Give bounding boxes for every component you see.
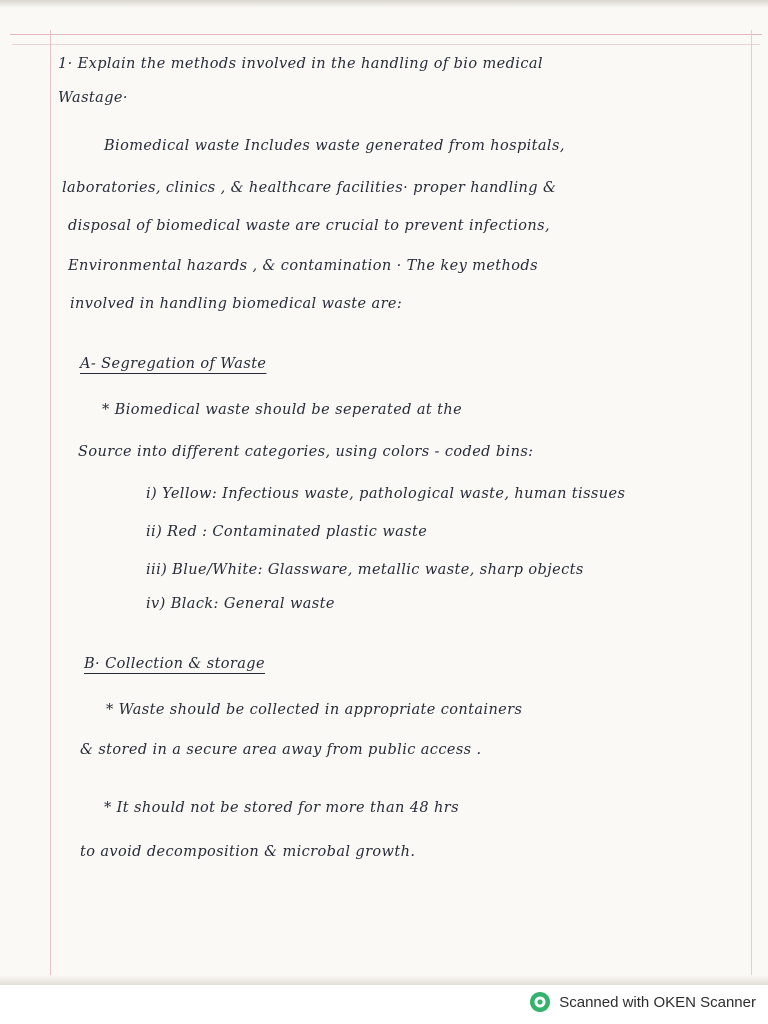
section-b-point1-line-2: & stored in a secure area away from public access . (80, 742, 482, 758)
question-line-2: Wastage· (58, 90, 128, 106)
section-a-point-line-2: Source into different categories, using colors - coded bins: (78, 444, 534, 460)
scan-edge-bottom (0, 975, 768, 985)
scan-edge-top (0, 0, 768, 8)
intro-line-3: disposal of biomedical waste are crucial to prevent infections, (68, 218, 550, 234)
section-b-point2-line-1: * It should not be stored for more than 48 hrs (104, 800, 459, 816)
intro-line-4: Environmental hazards , & contamination · The key methods (68, 258, 538, 274)
intro-line-1: Biomedical waste Includes waste generated from hospitals, (104, 138, 565, 154)
bin-black: iv) Black: General waste (146, 596, 335, 612)
scanner-watermark-text: Scanned with OKEN Scanner (559, 993, 756, 1011)
section-b-point2-line-2: to avoid decomposition & microbal growth. (80, 844, 416, 860)
oken-scanner-logo-icon (529, 991, 551, 1013)
bin-yellow: i) Yellow: Infectious waste, pathological waste, human tissues (146, 486, 626, 502)
page-left-margin-rule (50, 30, 51, 985)
intro-line-2: laboratories, clinics , & healthcare facilities· proper handling & (62, 180, 557, 196)
intro-line-5: involved in handling biomedical waste are: (70, 296, 403, 312)
page-right-margin-rule (751, 30, 752, 985)
bin-blue-white: iii) Blue/White: Glassware, metallic waste, sharp objects (146, 562, 584, 578)
section-b-heading: B· Collection & storage (84, 656, 265, 672)
page-top-rule-secondary (12, 44, 760, 45)
question-line-1: 1· Explain the methods involved in the handling of bio medical (58, 56, 543, 72)
section-a-heading: A- Segregation of Waste (80, 356, 267, 372)
bin-red: ii) Red : Contaminated plastic waste (146, 524, 428, 540)
section-a-point-line-1: * Biomedical waste should be seperated at the (102, 402, 463, 418)
section-b-point1-line-1: * Waste should be collected in appropriate containers (106, 702, 523, 718)
page-top-rule (10, 34, 762, 35)
scanner-watermark (529, 991, 756, 1013)
